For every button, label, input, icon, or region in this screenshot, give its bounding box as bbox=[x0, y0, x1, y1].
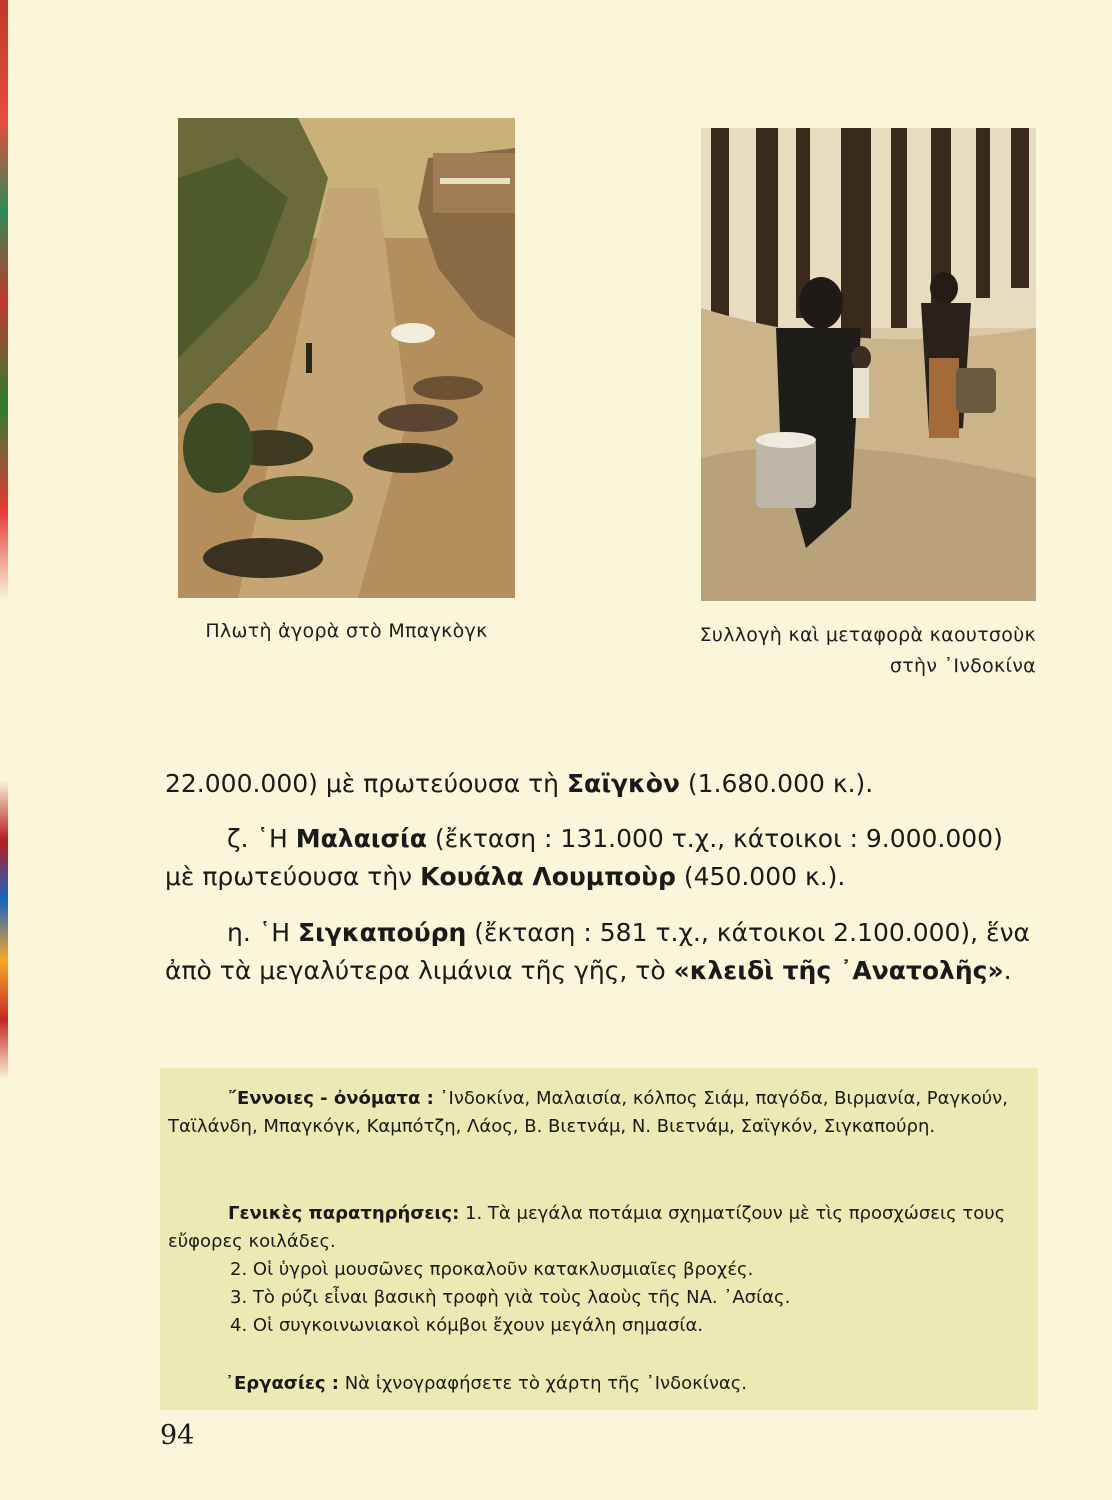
concepts-section bbox=[168, 1085, 1028, 1141]
rubber-caption-line2: στὴν ᾿Ινδοκίνα bbox=[889, 655, 1036, 677]
key-of-the-east-phrase: «κλειδὶ τῆς ᾿Ανατολῆς» bbox=[673, 956, 1004, 985]
market-photo-caption: Πλωτὴ ἀγορὰ στὸ Μπαγκὸγκ bbox=[205, 620, 488, 642]
tasks-section bbox=[225, 1370, 1025, 1398]
remark-4: 4. Οἱ συγκοινωνιακοὶ κόμβοι ἔχουν μεγάλη σημασία. bbox=[230, 1315, 704, 1336]
page-edge-strip bbox=[0, 0, 8, 1500]
concepts-text: ᾿Ινδοκίνα, Μαλαισία, κόλπος Σιάμ, παγόδα, Βιρμανία, Ραγκούν, Ταϊλάνδη, Μπαγκόγκ, Καμπότζη, Λάος, Β. Βιετνάμ, Ν. Βιετνάμ, Σαϊγκόν, Σιγκαπούρη. bbox=[168, 1088, 1008, 1137]
remarks-label: Γενικὲς παρατηρήσεις: bbox=[228, 1203, 460, 1224]
rubber-collection-photo bbox=[701, 128, 1036, 601]
malaysia-mid-text: (ἔκταση : 131.000 τ.χ., κάτοικοι : 9.000.000) μὲ πρωτεύουσα τὴν bbox=[165, 824, 1003, 891]
saigon-lead-text: 22.000.000) μὲ πρωτεύουσα τὴ bbox=[165, 769, 567, 798]
tasks-label: ᾿Εργασίες : bbox=[225, 1373, 339, 1394]
paragraph-saigon bbox=[165, 765, 1035, 803]
malaysia-name: Μαλαισία bbox=[295, 824, 427, 853]
saigon-tail-text: (1.680.000 κ.). bbox=[679, 769, 874, 798]
remark-3: 3. Τὸ ρύζι εἶναι βασικὴ τροφὴ γιὰ τοὺς λαοὺς τῆς ΝΑ. ᾿Ασίας. bbox=[230, 1287, 791, 1308]
singapore-mid-text: (ἔκταση : 581 τ.χ., κάτοικοι 2.100.000), ἕνα ἀπὸ τὰ μεγαλύτερα λιμάνια τῆς γῆς, τὸ bbox=[165, 918, 1031, 985]
paragraph-singapore bbox=[165, 914, 1035, 990]
remark-1: 1. Τὰ μεγάλα ποτάμια σχηματίζουν μὲ τὶς προσχώσεις τους εὔφορες κοιλάδες. bbox=[168, 1203, 1006, 1252]
malaysia-lead-text: ζ. ῾Η bbox=[227, 824, 296, 853]
rubber-photo-caption bbox=[650, 620, 1036, 682]
paragraph-malaysia bbox=[165, 820, 1035, 896]
page-number: 94 bbox=[160, 1420, 195, 1451]
tasks-text: Νὰ ἰχνογραφήσετε τὸ χάρτη τῆς ᾿Ινδοκίνας. bbox=[339, 1373, 748, 1394]
singapore-name: Σιγκαπούρη bbox=[297, 918, 467, 947]
saigon-name: Σαϊγκὸν bbox=[566, 769, 680, 798]
remark-2: 2. Οἱ ὑγροὶ μουσῶνες προκαλοῦν κατακλυσμιαῖες βροχές. bbox=[230, 1259, 754, 1280]
malaysia-tail-text: (450.000 κ.). bbox=[675, 862, 846, 891]
rubber-caption-line1: Συλλογὴ καὶ μεταφορὰ καουτσοὺκ bbox=[699, 624, 1036, 646]
kuala-lumpur-name: Κουάλα Λουμποὺρ bbox=[420, 862, 676, 891]
singapore-tail-text: . bbox=[1003, 956, 1012, 985]
remarks-section bbox=[168, 1200, 1028, 1256]
singapore-lead-text: η. ῾Η bbox=[227, 918, 298, 947]
concepts-label: ῎Εννοιες - ὀνόματα : bbox=[228, 1088, 434, 1109]
floating-market-photo bbox=[178, 118, 515, 598]
